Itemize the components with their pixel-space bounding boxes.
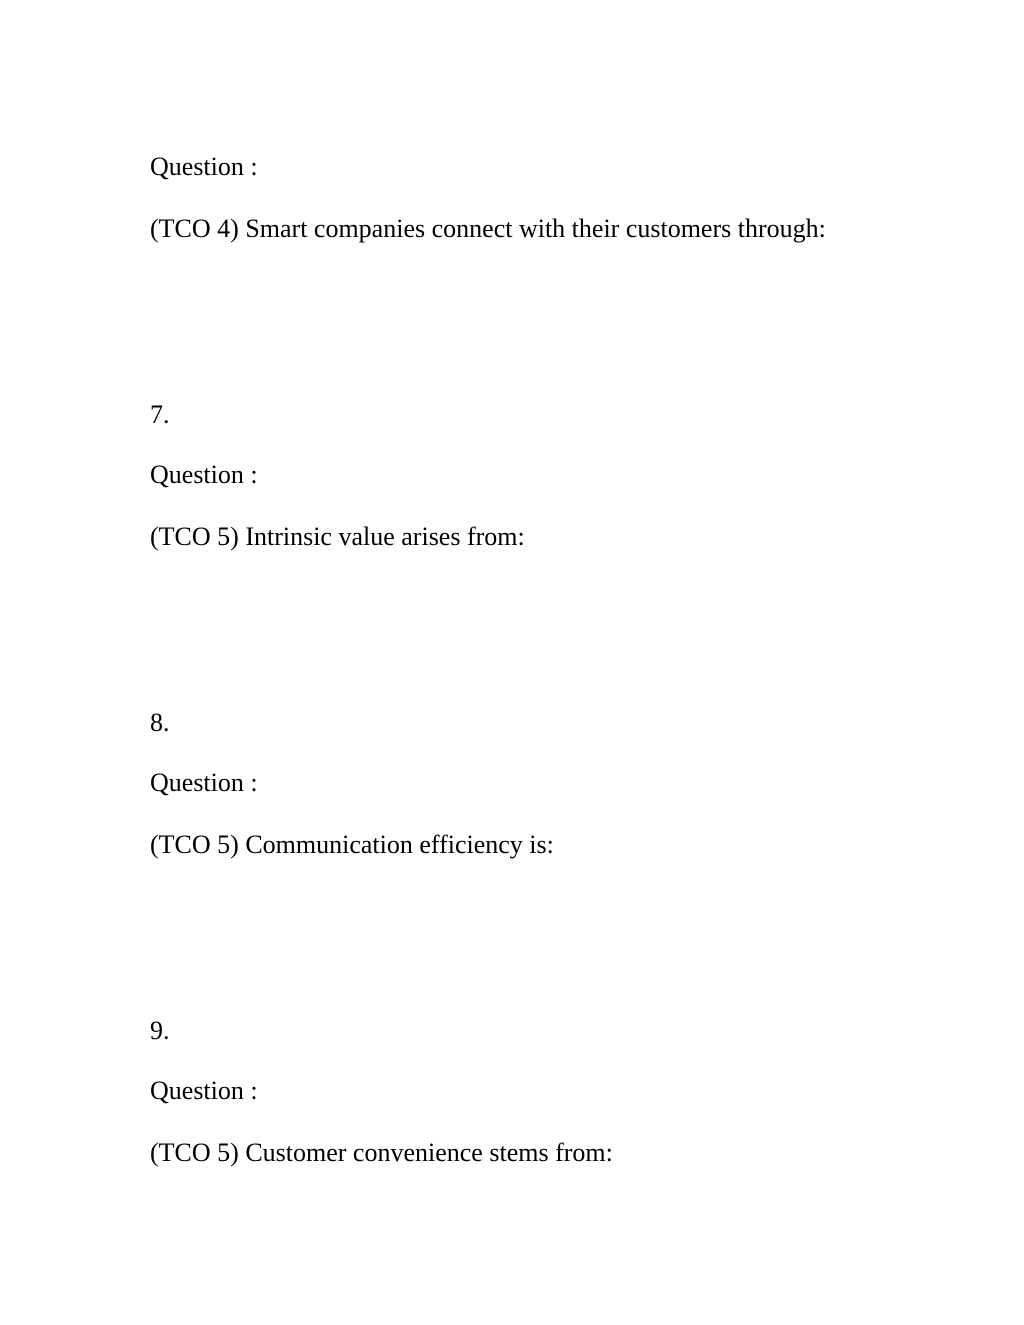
question-text: (TCO 4) Smart companies connect with their customers through: — [150, 214, 826, 243]
question-text: (TCO 5) Customer convenience stems from: — [150, 1138, 613, 1167]
question-text: (TCO 5) Intrinsic value arises from: — [150, 522, 525, 551]
question-label: Question : — [150, 768, 258, 797]
question-number: 8. — [150, 708, 170, 737]
question-text: (TCO 5) Communication efficiency is: — [150, 830, 554, 859]
question-label: Question : — [150, 1076, 258, 1105]
question-label: Question : — [150, 152, 258, 181]
question-number: 7. — [150, 400, 170, 429]
question-label: Question : — [150, 460, 258, 489]
question-number: 9. — [150, 1016, 170, 1045]
